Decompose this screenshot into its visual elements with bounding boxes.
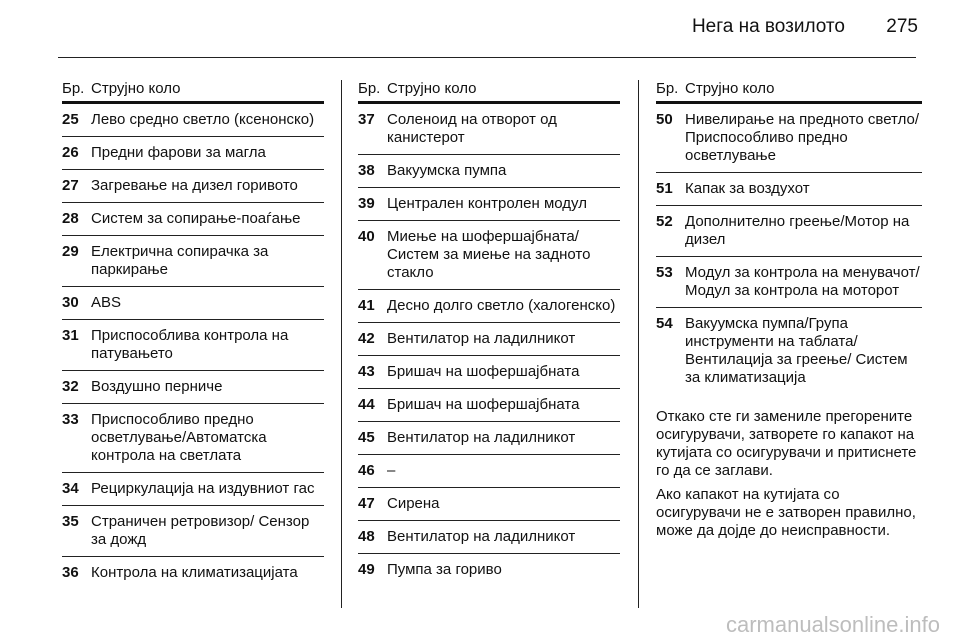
fuse-table-column-1 <box>62 80 324 589</box>
circuit-name: Страничен ретровизор/ Сензор за дожд <box>91 513 310 548</box>
circuit-name: Контрола на климатизацијата <box>91 564 298 581</box>
fuse-number: 50 <box>656 111 673 128</box>
table-row <box>358 188 620 221</box>
fuse-number: 32 <box>62 378 79 395</box>
fuse-number: 27 <box>62 177 79 194</box>
fuse-number: 31 <box>62 327 79 344</box>
table-header <box>62 80 324 104</box>
fuse-number: 34 <box>62 480 79 497</box>
fuse-number: 37 <box>358 111 375 128</box>
circuit-name: Рециркулација на издувниот гас <box>91 480 315 497</box>
fuse-number: 29 <box>62 243 79 260</box>
circuit-name: Вентилатор на ладилникот <box>387 429 576 446</box>
circuit-name: – <box>387 462 396 479</box>
table-row <box>358 104 620 155</box>
table-row <box>358 521 620 554</box>
fuse-number: 49 <box>358 561 375 578</box>
circuit-name: ABS <box>91 294 122 311</box>
circuit-name: Соленоид на отворот од канистерот <box>387 111 557 146</box>
table-header <box>358 80 620 104</box>
table-row <box>62 236 324 287</box>
table-row <box>358 323 620 356</box>
table-row <box>62 371 324 404</box>
circuit-name: Бришач на шофершајбната <box>387 363 580 380</box>
table-row <box>62 557 324 589</box>
table-row <box>656 257 922 308</box>
fuse-number: 26 <box>62 144 79 161</box>
table-row <box>62 104 324 137</box>
table-row <box>358 389 620 422</box>
circuit-name: Вакуумска пумпа <box>387 162 507 179</box>
circuit-name: Приспособлива контрола на патувањето <box>91 327 289 362</box>
table-row <box>656 104 922 173</box>
circuit-name: Загревање на дизел горивото <box>91 177 298 194</box>
circuit-name: Сирена <box>387 495 440 512</box>
header-no: Бр. <box>62 80 85 97</box>
fuse-number: 35 <box>62 513 79 530</box>
circuit-name: Вентилатор на ладилникот <box>387 528 576 545</box>
table-row <box>358 155 620 188</box>
fuse-number: 47 <box>358 495 375 512</box>
instruction-paragraph: Откако сте ги замениле прегорените осигурувачи, затворете го капакот на кутијата со осигурувачи и притиснете го да се заглави. <box>656 408 917 479</box>
circuit-name: Приспособливо предно осветлување/Автоматска контрола на светлата <box>91 411 267 464</box>
table-row <box>358 221 620 290</box>
table-row <box>656 206 922 257</box>
table-row <box>62 320 324 371</box>
header-circuit: Струјно коло <box>387 80 477 97</box>
page-header <box>0 0 960 58</box>
watermark: carmanualsonline.info <box>725 612 940 637</box>
fuse-number: 39 <box>358 195 375 212</box>
fuse-number: 38 <box>358 162 375 179</box>
header-no: Бр. <box>358 80 381 97</box>
fuse-number: 30 <box>62 294 79 311</box>
table-row <box>656 308 922 394</box>
circuit-name: Лево средно светло (ксенонско) <box>91 111 315 128</box>
table-row <box>62 203 324 236</box>
fuse-number: 42 <box>358 330 375 347</box>
circuit-name: Централен контролен модул <box>387 195 587 212</box>
header-circuit: Струјно коло <box>91 80 181 97</box>
table-row <box>358 455 620 488</box>
circuit-name: Десно долго светло (халогенско) <box>387 297 616 314</box>
circuit-name: Модул за контрола на менувачот/Модул за контрола на моторот <box>685 264 920 299</box>
page-title: Нега на возилото <box>691 16 845 37</box>
table-row <box>358 554 620 586</box>
table-row <box>62 137 324 170</box>
circuit-name: Електрична сопирачка за паркирање <box>91 243 269 278</box>
column-divider <box>638 80 639 608</box>
fuse-number: 52 <box>656 213 673 230</box>
header-no: Бр. <box>656 80 679 97</box>
column-divider <box>341 80 342 608</box>
fuse-number: 48 <box>358 528 375 545</box>
fuse-number: 43 <box>358 363 375 380</box>
header-circuit: Струјно коло <box>685 80 775 97</box>
table-row <box>358 422 620 455</box>
page-number: 275 <box>886 16 918 37</box>
circuit-name: Капак за воздухот <box>685 180 810 197</box>
circuit-name: Воздушно перниче <box>91 378 223 395</box>
fuse-number: 40 <box>358 228 375 245</box>
circuit-name: Дополнително греење/Мотор на дизел <box>685 213 910 248</box>
fuse-table-column-2 <box>358 80 620 586</box>
header-divider <box>58 57 916 58</box>
table-row <box>656 173 922 206</box>
fuse-number: 25 <box>62 111 79 128</box>
fuse-number: 36 <box>62 564 79 581</box>
circuit-name: Предни фарови за магла <box>91 144 266 161</box>
table-row <box>62 404 324 473</box>
circuit-name: Систем за сопирање-поаѓање <box>91 210 301 227</box>
fuse-number: 54 <box>656 315 673 332</box>
table-row <box>62 287 324 320</box>
fuse-number: 51 <box>656 180 673 197</box>
fuse-number: 45 <box>358 429 375 446</box>
table-row <box>62 170 324 203</box>
circuit-name: Вакуумска пумпа/Група инструменти на таблата/ Вентилација за греење/ Систем за климатизација <box>685 315 908 386</box>
table-row <box>62 506 324 557</box>
fuse-number: 46 <box>358 462 375 479</box>
warning-paragraph: Ако капакот на кутијата со осигурувачи не е затворен правилно, може да дојде до неисправности. <box>656 486 916 539</box>
fuse-number: 53 <box>656 264 673 281</box>
table-header <box>656 80 922 104</box>
circuit-name: Вентилатор на ладилникот <box>387 330 576 347</box>
fuse-number: 28 <box>62 210 79 227</box>
fuse-number: 44 <box>358 396 375 413</box>
fuse-table-column-3 <box>656 80 922 540</box>
table-row <box>358 356 620 389</box>
fuse-number: 33 <box>62 411 79 428</box>
circuit-name: Бришач на шофершајбната <box>387 396 580 413</box>
circuit-name: Миење на шофершајбната/ Систем за миење на задното стакло <box>387 228 591 281</box>
table-row <box>62 473 324 506</box>
table-row <box>358 290 620 323</box>
fuse-number: 41 <box>358 297 375 314</box>
table-row <box>358 488 620 521</box>
circuit-name: Нивелирање на предното светло/Приспособливо предно осветлување <box>685 111 920 164</box>
circuit-name: Пумпа за гориво <box>387 561 502 578</box>
